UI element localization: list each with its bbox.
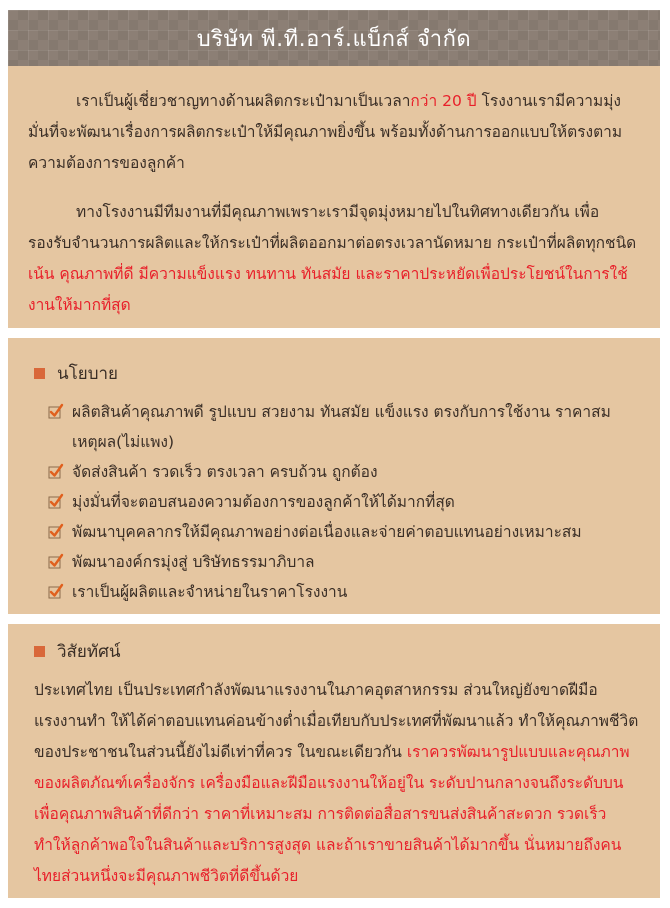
policy-item-text: เราเป็นผู้ผลิตและจำหน่ายในราคาโรงงาน: [72, 583, 348, 601]
company-title: บริษัท พี.ที.อาร์.แบ็กส์ จำกัด: [196, 26, 472, 52]
checkmark-icon: [48, 583, 64, 599]
checkmark-icon: [48, 463, 64, 479]
policy-item-text: ผลิตสินค้าคุณภาพดี รูปแบบ สวยงาม ทันสมัย แข็งแรง ตรงกับการใช้งาน ราคาสมเหตุผล(ไม่แพง): [72, 403, 611, 451]
vision-highlight: เราควรพัฒนารูปแบบและคุณภาพของผลิตภัณฑ์เครื่องจักร เครื่องมือและฝีมือแรงงานให้อยู่ใน ระดับปานกลางจนถึงระดับบน เพื่อคุณภาพสินค้าที่ดีกว่า ราคาที่เหมาะสม การติดต่อสื่อสารขนส่งสินค้าสะดวก รวดเร็ว ทำให้ลูกค้าพอใจในสินค้าและบริการสูงสุด และถ้าเราขายสินค้าได้มากขึ้น นั่นหมายถึงคนไทยส่วนหนึ่งจะมีคุณภาพชีวิตที่ดีขึ้นด้วย: [34, 743, 630, 885]
checkmark-icon: [48, 403, 64, 419]
intro-paragraph-2: [28, 197, 640, 321]
policy-list: [34, 397, 640, 607]
policy-item: [48, 577, 640, 607]
policy-item-text: พัฒนาองค์กรมุ่งสู่ บริษัทธรรมาภิบาล: [72, 553, 315, 571]
intro-p1-highlight: กว่า 20 ปี: [410, 92, 477, 110]
policy-panel: [8, 338, 660, 614]
policy-item: [48, 517, 640, 547]
policy-heading: [34, 360, 640, 387]
header-banner: [8, 10, 660, 66]
intro-p2-highlight: เน้น คุณภาพที่ดี มีความแข็งแรง ทนทาน ทันสมัย และราคาประหยัดเพื่อประโยชน์ในการใช้งานให้มากที่สุด: [28, 265, 628, 314]
policy-item-text: มุ่งมั่นที่จะตอบสนองความต้องการของลูกค้าให้ได้มากที่สุด: [72, 493, 455, 511]
policy-item: [48, 487, 640, 517]
vision-panel: [8, 624, 660, 898]
square-bullet-icon: [34, 646, 45, 657]
vision-heading: [34, 638, 640, 665]
intro-p1-text-b: โรงงานเรามีความมุ่งมั่นที่จะพัฒนาเรื่องการผลิตกระเป๋าให้มีคุณภาพยิ่งขึ้น พร้อมทั้งด้านการออกแบบให้ตรงตามความต้องการของลูกค้า: [28, 92, 623, 172]
square-bullet-icon: [34, 368, 45, 379]
policy-title: นโยบาย: [57, 364, 119, 384]
checkmark-icon: [48, 493, 64, 509]
intro-p1-text-a: เราเป็นผู้เชี่ยวชาญทางด้านผลิตกระเป๋ามาเป็นเวลา: [76, 92, 411, 110]
checkmark-icon: [48, 553, 64, 569]
vision-text-a: ประเทศไทย เป็นประเทศกำลังพัฒนาแรงงานในภาคอุตสาหกรรม ส่วนใหญ่ยังขาดฝีมือแรงงานทำ ให้ได้ค่าตอบแทนค่อนข้างต่ำเมื่อเทียบกับประเทศที่พัฒนาแล้ว ทำให้คุณภาพชีวิตของประชาชนในส่วนนี้ยังไม่ดีเท่าที่ควร ในขณะเดียวกัน: [34, 681, 639, 761]
vision-title: วิสัยทัศน์: [57, 642, 121, 662]
policy-item-text: จัดส่งสินค้า รวดเร็ว ตรงเวลา ครบถ้วน ถูกต้อง: [72, 463, 378, 481]
intro-p2-text-a: ทางโรงงานมีทีมงานที่มีคุณภาพเพราะเรามีจุดมุ่งหมายไปในทิศทางเดียวกัน เพื่อรองรับจำนวนการผลิตและให้กระเป๋าที่ผลิตออกมาต่อตรงเวลานัดหมาย กระเป๋าที่ผลิตทุกชนิด: [28, 203, 637, 252]
intro-paragraph-1: [28, 86, 640, 179]
checkmark-icon: [48, 523, 64, 539]
intro-panel: [8, 66, 660, 328]
policy-item: [48, 547, 640, 577]
vision-paragraph: [34, 675, 640, 892]
policy-item: [48, 397, 640, 457]
policy-item-text: พัฒนาบุคคลากรให้มีคุณภาพอย่างต่อเนื่องและจ่ายค่าตอบแทนอย่างเหมาะสม: [72, 523, 582, 541]
policy-item: [48, 457, 640, 487]
